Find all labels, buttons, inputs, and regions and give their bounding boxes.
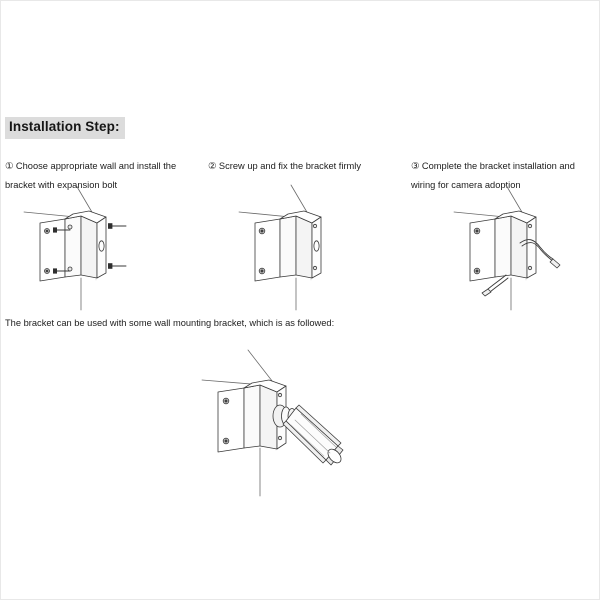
- bottom-diagram: [200, 348, 380, 498]
- step-2-line-1: ② Screw up and fix the bracket firmly: [208, 161, 362, 171]
- step-2-diagram: [233, 183, 363, 313]
- page-title: Installation Step:: [5, 117, 125, 139]
- step-1-line-1: ① Choose appropriate wall and install the: [5, 161, 177, 171]
- expansion-bolt-protruding-icon: [108, 223, 126, 269]
- bracket-body-icon: [40, 211, 106, 281]
- step-1-diagram: [18, 183, 158, 313]
- step-3-line-2: wiring for camera adoption: [411, 180, 521, 191]
- step-1-line-2: bracket with expansion bolt: [5, 180, 118, 191]
- bottom-note-text: The bracket can be used with some wall mounting bracket, which is as followed:: [5, 318, 335, 328]
- cable-entry-slot-icon: [314, 241, 319, 251]
- step-3-line-1: ③ Complete the bracket installation and: [411, 161, 575, 171]
- section-header: [5, 117, 125, 139]
- bullet-camera-icon: [283, 405, 344, 465]
- step-3-diagram: [448, 183, 588, 313]
- step-2-text: [208, 157, 404, 176]
